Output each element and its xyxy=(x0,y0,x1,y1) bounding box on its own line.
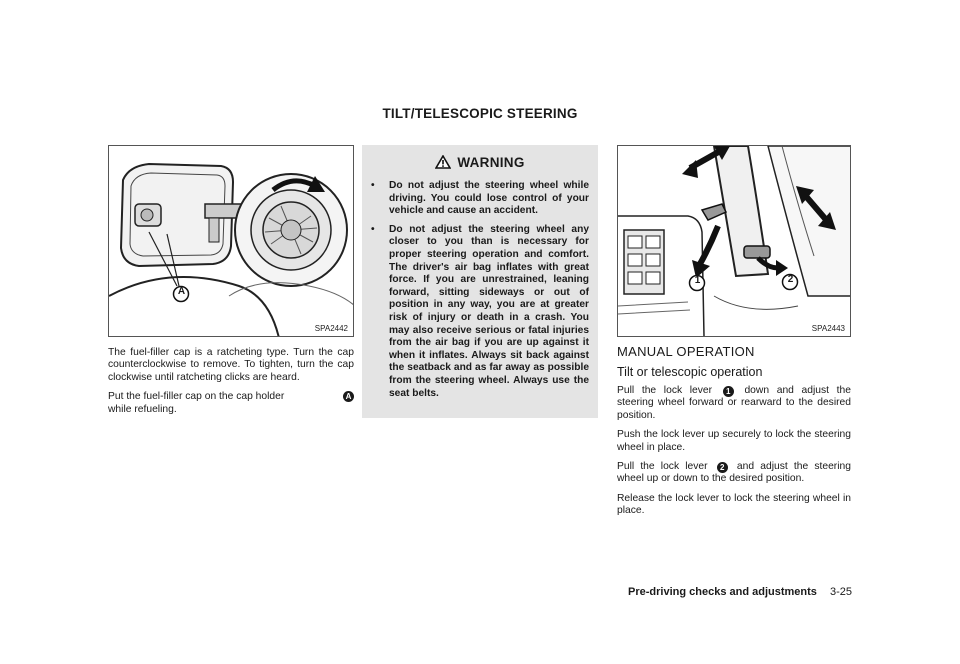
warning-heading xyxy=(371,155,589,170)
steering-illustration xyxy=(618,146,851,337)
page-footer xyxy=(628,586,852,598)
fuel-cap-paragraph: The fuel-filler cap is a ratcheting type. Turn the cap counterclockwise to remove. To tighten, turn the cap clockwise until ratcheting clicks are heard. xyxy=(108,347,354,383)
tilt-telescopic-heading: Tilt or telescopic operation xyxy=(617,365,763,379)
fuel-cap-illustration xyxy=(109,146,354,337)
section-title: TILT/TELESCOPIC STEERING xyxy=(382,106,578,121)
steering-figure xyxy=(617,145,851,337)
callout-a-badge: A xyxy=(343,391,354,402)
warning-text: Do not adjust the steering wheel any closer to you than is necessary for proper steering operation and comfort. The driver's air bag inflates with great force. If you are unrestrained, leaning forward, sitting sideways or out of position in any way, you are at greater risk of injury or death in a crash. You may also receive serious or fatal injuries from the air bag if you are up against it when it inflates. Always sit back against the seatback and as far away as possible from the steering wheel. Always use the seat belts. xyxy=(389,223,589,399)
warning-item xyxy=(371,180,589,218)
cap-holder-text-start: Put the fuel-filler cap on the cap holder xyxy=(108,391,285,403)
bullet-icon: • xyxy=(371,223,375,235)
cap-holder-paragraph xyxy=(108,391,354,416)
fuel-cap-figure xyxy=(108,145,354,337)
callout-1-badge: 1 xyxy=(723,386,734,397)
column-fuel-cap xyxy=(108,145,354,423)
bullet-icon: • xyxy=(371,180,375,191)
callout-2-badge: 2 xyxy=(717,462,728,473)
lock-paragraph: Push the lock lever up securely to lock the steering wheel in place. xyxy=(617,429,851,453)
callout-2-label: 2 xyxy=(787,274,794,285)
footer-title: Pre-driving checks and adjustments xyxy=(628,586,817,598)
warning-item xyxy=(371,224,589,400)
warning-title: WARNING xyxy=(457,155,525,170)
release-paragraph: Release the lock lever to lock the steering wheel in place. xyxy=(617,492,851,517)
manual-operation-heading: MANUAL OPERATION xyxy=(617,344,755,359)
page-number: 3-25 xyxy=(829,586,852,598)
cap-holder-text-end: while refueling. xyxy=(108,403,177,415)
lever-2-text-start: Pull the lock lever xyxy=(617,461,708,473)
warning-icon xyxy=(435,155,451,169)
lock-lever-2-paragraph xyxy=(617,461,851,486)
callout-1-label: 1 xyxy=(694,275,701,286)
figure-label: SPA2442 xyxy=(314,324,348,333)
figure-label: SPA2443 xyxy=(811,324,845,333)
warning-text: Do not adjust the steering wheel while driving. You could lose control of your vehicle and cause an accident. xyxy=(389,180,589,217)
column-steering xyxy=(617,145,851,525)
lever-1-text-start: Pull the lock lever xyxy=(617,385,713,396)
column-warning xyxy=(362,145,598,418)
callout-a-label: A xyxy=(177,286,186,297)
lock-lever-1-paragraph xyxy=(617,385,851,422)
lever-2-text-end: and adjust the steering wheel up or down to the desired position. xyxy=(617,461,851,485)
warning-box xyxy=(362,145,598,418)
lever-1-text-end: down and adjust the steering wheel forward or rearward to the desired position. xyxy=(617,385,851,421)
